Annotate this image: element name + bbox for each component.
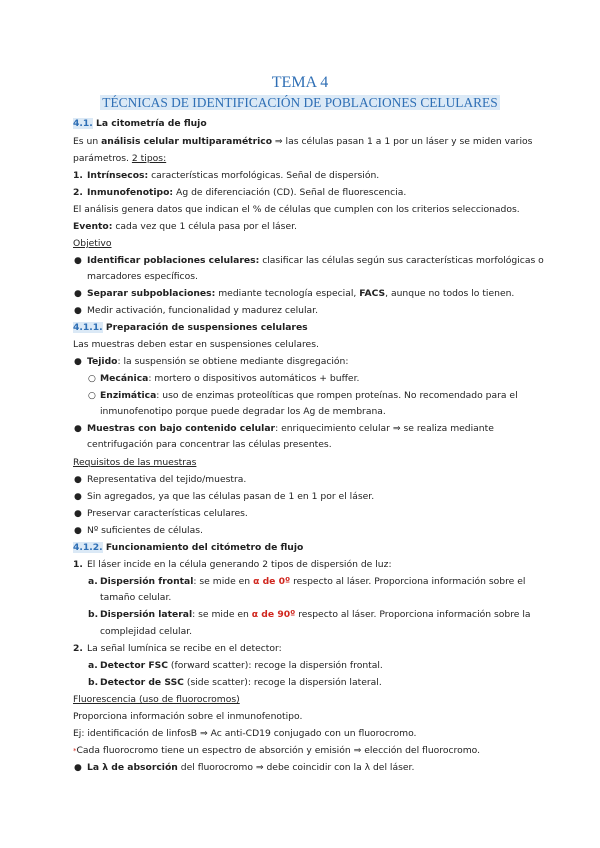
list-letter: b. bbox=[88, 609, 99, 620]
list-item: Sin agregados, ya que las células pasan de 1 en 1 por el láser. bbox=[87, 491, 375, 502]
bullet-icon: ● bbox=[74, 509, 82, 519]
list-item: La señal lumínica se recibe en el detector: bbox=[87, 643, 282, 654]
bullet-icon: ● bbox=[74, 357, 82, 367]
section-number: 4.1.1. bbox=[73, 322, 103, 333]
list-item: El láser incide en la célula generando 2 tipos de dispersión de luz: bbox=[87, 559, 392, 570]
hollow-bullet-icon: ○ bbox=[88, 391, 96, 401]
list-number: 2. bbox=[73, 187, 83, 198]
list-item: Tejido: la suspensión se obtiene mediante disgregación: bbox=[87, 356, 349, 367]
sub-list-item: Detector de SSC (side scatter): recoge la dispersión lateral. bbox=[100, 677, 382, 688]
list-item: Separar subpoblaciones: mediante tecnología especial, FACS, aunque no todos lo tienen. bbox=[87, 288, 515, 299]
section-4-1-heading bbox=[73, 118, 207, 130]
bullet-icon: ● bbox=[74, 475, 82, 485]
tema-heading: TEMA 4 bbox=[271, 74, 329, 91]
list-number: 1. bbox=[73, 559, 83, 570]
page-title-text: TÉCNICAS DE IDENTIFICACIÓN DE POBLACIONES CELULARES bbox=[102, 95, 498, 110]
bullet-icon: ● bbox=[74, 526, 82, 536]
section-title: Preparación de suspensiones celulares bbox=[102, 322, 308, 333]
paragraph: Las muestras deben estar en suspensiones celulares. bbox=[73, 339, 319, 350]
sub-list-item: Enzimática: uso de enzimas proteolíticas que rompen proteínas. No recomendado para el bbox=[100, 390, 518, 401]
list-item: Medir activación, funcionalidad y madurez celular. bbox=[87, 305, 319, 316]
list-letter: a. bbox=[88, 660, 98, 671]
list-item: Intrínsecos: características morfológicas. Señal de dispersión. bbox=[87, 170, 380, 181]
bullet-icon: ● bbox=[74, 424, 82, 434]
paragraph: parámetros. 2 tipos: bbox=[73, 153, 167, 164]
list-item: Muestras con bajo contenido celular: enriquecimiento celular ⇒ se realiza mediante bbox=[87, 423, 494, 434]
list-letter: a. bbox=[88, 576, 98, 587]
paragraph: El análisis genera datos que indican el % de células que cumplen con los criterios seleccionados. bbox=[73, 204, 520, 215]
section-number: 4.1. bbox=[73, 118, 93, 129]
list-item: Representativa del tejido/muestra. bbox=[87, 474, 247, 485]
paragraph: Es un análisis celular multiparamétrico ⇒ las células pasan 1 a 1 por un láser y se miden varios bbox=[73, 136, 533, 147]
list-item-continuation: centrifugación para concentrar las células presentes. bbox=[87, 439, 332, 450]
list-item: Identificar poblaciones celulares: clasificar las células según sus características morfológicas o bbox=[87, 255, 544, 266]
paragraph: Evento: cada vez que 1 célula pasa por el láser. bbox=[73, 221, 297, 232]
paragraph: *Cada fluorocromo tiene un espectro de absorción y emisión ⇒ elección del fluorocromo. bbox=[73, 745, 481, 756]
section-4-1-1-heading bbox=[73, 322, 308, 334]
list-number: 2. bbox=[73, 643, 83, 654]
subheading-requisitos: Requisitos de las muestras bbox=[73, 457, 197, 468]
sub-list-item: Dispersión frontal: se mide en α de 0º respecto al láser. Proporciona información sobre el bbox=[100, 576, 526, 587]
bullet-icon: ● bbox=[74, 492, 82, 502]
bullet-icon: ● bbox=[74, 289, 82, 299]
list-item: La λ de absorción del fluorocromo ⇒ debe coincidir con la λ del láser. bbox=[87, 762, 415, 773]
asterisk-icon: * bbox=[73, 747, 77, 755]
sub-list-item: Mecánica: mortero o dispositivos automáticos + buffer. bbox=[100, 373, 360, 384]
section-4-1-2-heading bbox=[73, 542, 303, 554]
section-title: Funcionamiento del citómetro de flujo bbox=[102, 542, 304, 553]
sub-list-item: Detector FSC (forward scatter): recoge la dispersión frontal. bbox=[100, 660, 383, 671]
bullet-icon: ● bbox=[74, 256, 82, 266]
paragraph: Proporciona información sobre el inmunofenotipo. bbox=[73, 711, 303, 722]
sub-list-item-continuation: tamaño celular. bbox=[100, 592, 172, 603]
sub-list-item-continuation: complejidad celular. bbox=[100, 626, 193, 637]
list-item: Nº suficientes de células. bbox=[87, 525, 203, 536]
page-title bbox=[0, 95, 600, 111]
subheading-objetivo: Objetivo bbox=[73, 238, 112, 249]
list-number: 1. bbox=[73, 170, 83, 181]
bullet-icon: ● bbox=[74, 763, 82, 773]
list-item: Preservar características celulares. bbox=[87, 508, 248, 519]
subheading-fluorescencia: Fluorescencia (uso de fluorocromos) bbox=[73, 694, 240, 705]
section-number: 4.1.2. bbox=[73, 542, 103, 553]
list-item: Inmunofenotipo: Ag de diferenciación (CD). Señal de fluorescencia. bbox=[87, 187, 407, 198]
bullet-icon: ● bbox=[74, 306, 82, 316]
paragraph: Ej: identificación de linfosB ⇒ Ac anti-CD19 conjugado con un fluorocromo. bbox=[73, 728, 417, 739]
list-item-continuation: marcadores específicos. bbox=[87, 271, 198, 282]
sub-list-item-continuation: inmunofenotipo porque puede degradar los Ag de membrana. bbox=[100, 406, 386, 417]
sub-list-item: Dispersión lateral: se mide en α de 90º respecto al láser. Proporciona información sobre la bbox=[100, 609, 531, 620]
list-letter: b. bbox=[88, 677, 99, 688]
hollow-bullet-icon: ○ bbox=[88, 374, 96, 384]
section-title: La citometría de flujo bbox=[92, 118, 207, 129]
